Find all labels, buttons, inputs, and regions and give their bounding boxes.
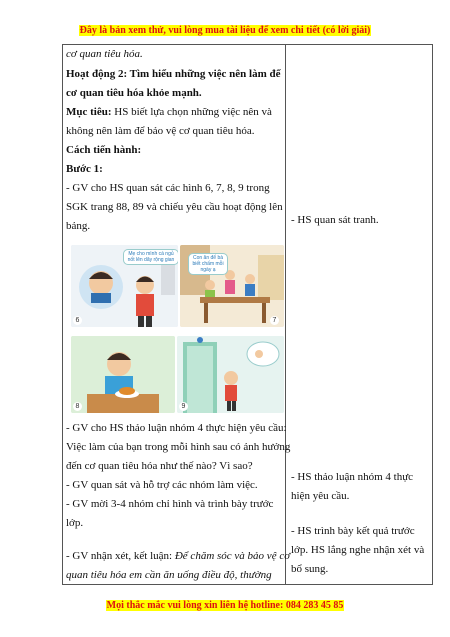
speech-bubble: Mẹ cho mình cá ngủ nốt lên dãy rộng gian	[123, 249, 178, 265]
boy-eating-icon	[71, 336, 175, 413]
text-line: quan tiêu hóa em cần ăn uống điều độ, thường	[66, 569, 272, 581]
text-line: đến cơ quan tiêu hóa như thế nào? Vì sao?	[66, 460, 253, 472]
text-line: lớp.	[66, 517, 84, 529]
text-line: lớp. HS lắng nghe nhận xét và	[291, 544, 425, 556]
process-label: Cách tiến hành:	[66, 144, 142, 156]
lesson-table	[62, 44, 433, 585]
text-line: - HS thảo luận nhóm 4 thực	[291, 471, 414, 483]
conclusion-line: - GV nhận xét, kết luận: Để chăm sóc và bảo vệ cơ	[66, 550, 291, 562]
step-label: Bước 1:	[66, 163, 103, 175]
figure-number: 7	[270, 316, 279, 325]
text-line: - GV cho HS thảo luận nhóm 4 thực hiện yêu cầu:	[66, 422, 287, 434]
preview-notice: Đây là bản xem thử, vui lòng mua tài liệu để xem chi tiết (có lời giải)	[79, 25, 371, 36]
speech-bubble: Con ăn để bà biết chấm mỗi ngày ạ	[188, 253, 228, 275]
text-line: cơ quan tiêu hóa.	[66, 48, 143, 60]
text-line: không nên làm để bảo vệ cơ quan tiêu hóa.	[66, 125, 255, 137]
goal-line: Mục tiêu: HS biết lựa chọn những việc nên và	[66, 106, 272, 118]
text-line: - HS trình bày kết quả trước	[291, 525, 415, 537]
column-divider	[285, 45, 286, 584]
text-line: - GV quan sát và hỗ trợ các nhóm làm việc.	[66, 479, 258, 491]
figure-number: 9	[179, 402, 188, 411]
text-line: hiện yêu cầu.	[291, 490, 350, 502]
text-line: - GV mời 3-4 nhóm chỉ hình và trình bày trước	[66, 498, 274, 510]
text-line: - GV cho HS quan sát các hình 6, 7, 8, 9 trong	[66, 182, 270, 194]
text-line: - HS quan sát tranh.	[291, 214, 379, 226]
activity-title: cơ quan tiêu hóa khỏe mạnh.	[66, 87, 202, 99]
boy-bathroom-icon	[177, 336, 284, 413]
text-line: Việc làm của bạn trong mỗi hình sau có ảnh hưởng	[66, 441, 291, 453]
text-line: bảng.	[66, 220, 91, 232]
illustration-8	[71, 336, 175, 413]
illustration-6	[71, 245, 178, 327]
text-line: SGK trang 88, 89 và chiếu yêu cầu hoạt động lên	[66, 201, 283, 213]
figure-number: 8	[73, 402, 82, 411]
figure-number: 6	[73, 316, 82, 325]
illustration-7	[180, 245, 284, 327]
text-line: bổ sung.	[291, 563, 329, 575]
hotline-notice: Mọi thắc mắc vui lòng xin liên hệ hotline: 084 283 45 85	[106, 600, 344, 611]
illustration-9	[177, 336, 284, 413]
activity-title: Hoạt động 2: Tìm hiểu những việc nên làm để	[66, 68, 281, 80]
